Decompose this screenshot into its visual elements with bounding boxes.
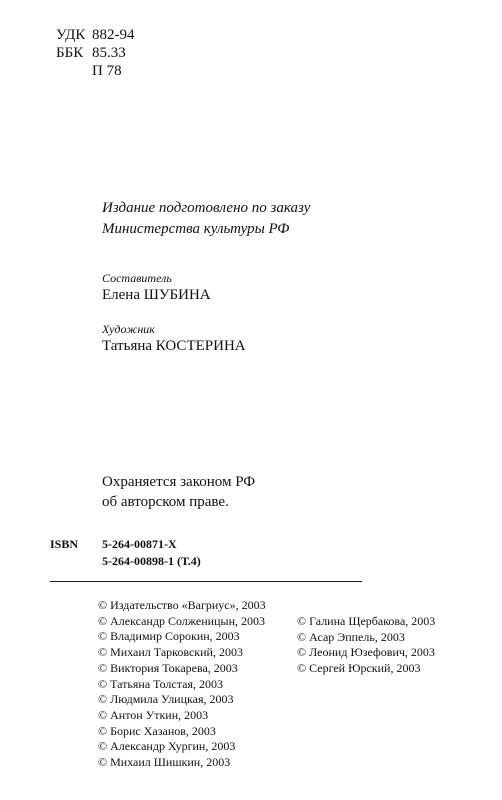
classification-block [56, 26, 135, 80]
bbk-label: ББК [56, 45, 84, 61]
artist-credit [102, 321, 246, 356]
copyright-law-line: Охраняется законом РФ [102, 474, 256, 490]
copyright-line: © Издательство «Вагриус», 2003 [98, 598, 266, 612]
copyright-line: © Татьяна Толстая, 2003 [98, 676, 223, 691]
copyright-line: © Асар Эппель, 2003 [297, 629, 405, 644]
copyright-line: © Михаил Шишкин, 2003 [98, 755, 231, 770]
copyright-line: © Александр Хургин, 2003 [98, 739, 236, 754]
isbn-label: ISBN [50, 537, 79, 551]
artist-label: Художник [102, 322, 155, 336]
compiler-credit [102, 270, 211, 305]
publication-note-line: Издание подготовлено по заказу [102, 200, 311, 216]
copyright-line: © Людмила Улицкая, 2003 [98, 692, 234, 707]
isbn-numbers [102, 536, 201, 570]
author-mark-value: П 78 [92, 63, 122, 79]
publication-note [102, 198, 310, 240]
copyright-line: © Антон Уткин, 2003 [98, 707, 209, 722]
author-mark-label [56, 62, 92, 80]
isbn-block [50, 536, 201, 570]
copyright-list-right [297, 614, 435, 677]
compiler-name: Елена ШУБИНА [102, 287, 211, 303]
divider-rule [50, 581, 362, 582]
bbk-value: 85.33 [92, 45, 126, 61]
copyright-line: © Михаил Тарковский, 2003 [98, 645, 243, 660]
copyright-line: © Сергей Юрский, 2003 [297, 661, 421, 676]
author-mark-row [56, 62, 135, 80]
copyright-law-notice [102, 472, 255, 512]
bbk-row [56, 44, 135, 62]
publication-note-line: Министерства культуры РФ [102, 221, 290, 237]
udk-label: УДК [56, 27, 86, 43]
compiler-label: Составитель [102, 271, 172, 285]
copyright-law-line: об авторском праве. [102, 494, 229, 510]
udk-value: 882-94 [92, 27, 135, 43]
copyright-line: © Владимир Сорокин, 2003 [98, 629, 240, 644]
isbn-number: 5-264-00898-1 (Т.4) [102, 554, 201, 568]
copyright-line: © Борис Хазанов, 2003 [98, 723, 216, 738]
copyright-line: © Леонид Юзефович, 2003 [297, 645, 435, 660]
copyright-line: © Виктория Токарева, 2003 [98, 660, 238, 675]
artist-name: Татьяна КОСТЕРИНА [102, 338, 246, 354]
copyright-line: © Александр Солженицын, 2003 [98, 613, 265, 628]
udk-row [56, 26, 135, 44]
isbn-number: 5-264-00871-X [102, 537, 177, 551]
copyright-list-left [98, 598, 266, 771]
copyright-line: © Галина Щербакова, 2003 [297, 614, 436, 628]
